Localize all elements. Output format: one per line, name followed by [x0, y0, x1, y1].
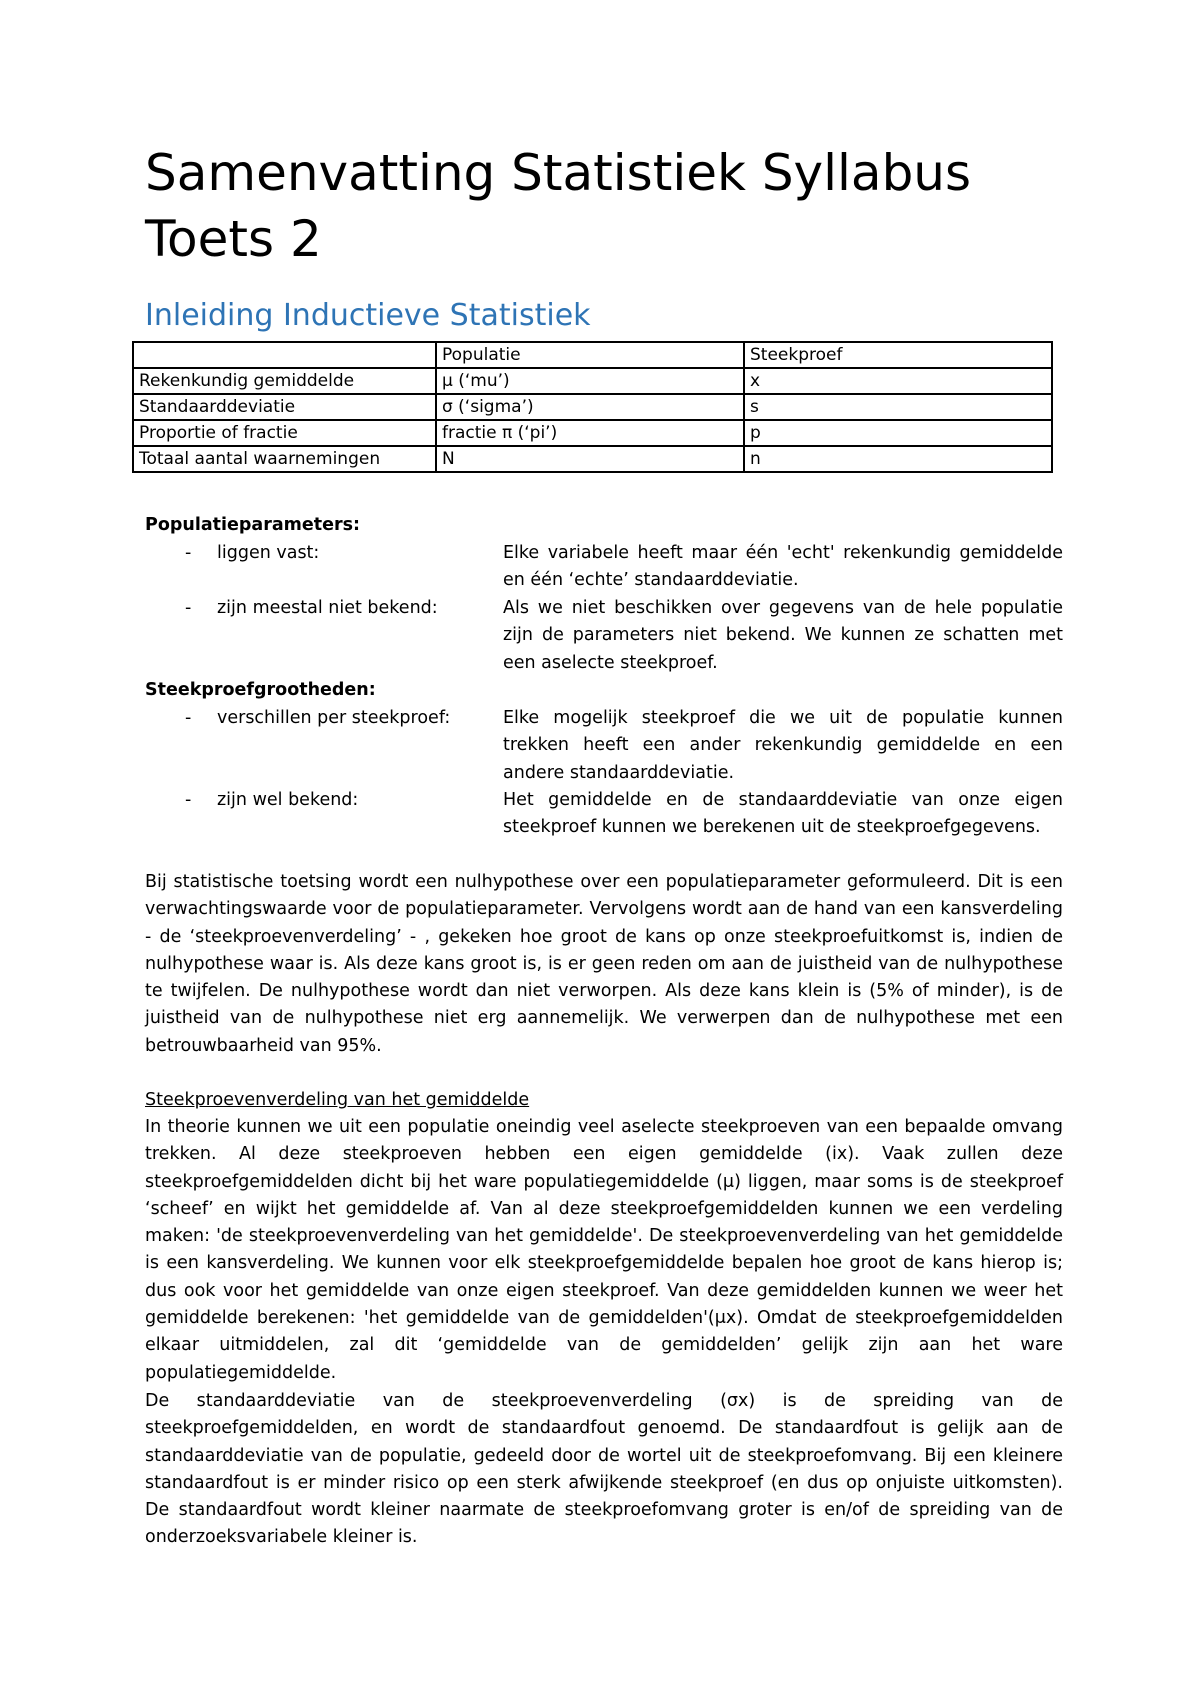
table-cell: Rekenkundig gemiddelde — [133, 368, 436, 394]
table-cell: N — [436, 446, 744, 472]
subheading-steekproevenverdeling: Steekproevenverdeling van het gemiddelde — [145, 1090, 530, 1110]
table-cell: Proportie of fractie — [133, 420, 436, 446]
list-item-term: liggen vast: — [217, 543, 320, 563]
steekproefgrootheden-label: Steekproefgrootheden: — [145, 680, 376, 700]
document-title: Samenvatting Statistiek Syllabus Toets 2 — [145, 144, 972, 268]
paragraph-standaardfout: De standaarddeviatie van de steekproevenverdeling (σx) is de spreiding van de steekproefgemiddelden, en wordt de standaardfout genoemd. De standaardfout is gelijk aan de standaarddeviatie van de populatie, gedeeld door de wortel uit de steekproefomvang. Bij een kleinere standaardfout is er minder risico op een sterk afwijkende steekproef (en dus op onjuiste uitkomsten). De standaardfout wordt kleiner naarmate de steekproefomvang groter is en/of de spreiding van de onderzoeksvariabele kleiner is. — [145, 1391, 1063, 1548]
populatieparameters-label: Populatieparameters: — [145, 515, 361, 535]
table-header-cell: Steekproef — [744, 342, 1052, 368]
table-cell: μ (‘mu’) — [436, 368, 744, 394]
table-cell: fractie π (‘pi’) — [436, 420, 744, 446]
table-header-cell — [133, 342, 436, 368]
section-heading: Inleiding Inductieve Statistiek — [145, 298, 591, 333]
list-item-description: Elke variabele heeft maar één 'echt' rekenkundig gemiddelde en één ‘echte’ standaarddeviatie. — [503, 543, 1063, 591]
table-cell: Standaarddeviatie — [133, 394, 436, 420]
table-header-cell: Populatie — [436, 342, 744, 368]
list-bullet: - — [185, 543, 192, 563]
list-bullet: - — [185, 790, 192, 810]
list-item-term: verschillen per steekproef: — [217, 708, 451, 728]
table-row — [133, 394, 1052, 420]
table-cell: s — [744, 394, 1052, 420]
list-item-description: Als we niet beschikken over gegevens van de hele populatie zijn de parameters niet bekend. We kunnen ze schatten met een aselecte steekproef. — [503, 598, 1063, 673]
list-item-term: zijn wel bekend: — [217, 790, 359, 810]
table-cell: x — [744, 368, 1052, 394]
list-item-description: Het gemiddelde en de standaarddeviatie van onze eigen steekproef kunnen we berekenen uit de steekproefgegevens. — [503, 790, 1063, 838]
list-bullet: - — [185, 708, 192, 728]
table-row — [133, 420, 1052, 446]
statistics-table — [132, 341, 1053, 473]
table-cell: Totaal aantal waarnemingen — [133, 446, 436, 472]
table-cell: σ (‘sigma’) — [436, 394, 744, 420]
table-row — [133, 446, 1052, 472]
table-cell: p — [744, 420, 1052, 446]
list-item-description: Elke mogelijk steekproef die we uit de populatie kunnen trekken heeft een ander rekenkundig gemiddelde en een andere standaarddeviatie. — [503, 708, 1063, 783]
table-row — [133, 368, 1052, 394]
table-header-row — [133, 342, 1052, 368]
paragraph-steekproevenverdeling: In theorie kunnen we uit een populatie oneindig veel aselecte steekproeven van een bepaalde omvang trekken. Al deze steekproeven hebben een eigen gemiddelde (ix). Vaak zullen deze steekproefgemiddelden dicht bij het ware populatiegemiddelde (μ) liggen, maar soms is de steekproef ‘scheef’ en wijkt het gemiddelde af. Van al deze steekproefgemiddelden kunnen we een verdeling maken: 'de steekproevenverdeling van het gemiddelde'. De steekproevenverdeling van het gemiddelde is een kansverdeling. We kunnen voor elk steekproefgemiddelde bepalen hoe groot de kans hierop is; dus ook voor het gemiddelde van onze eigen steekproef. Van deze gemiddelden kunnen we weer het gemiddelde berekenen: 'het gemiddelde van de gemiddelden'(μx). Omdat de steekproefgemiddelden elkaar uitmiddelen, zal dit ‘gemiddelde van de gemiddelden’ gelijk zijn aan het ware populatiegemiddelde. — [145, 1117, 1063, 1383]
list-item-term: zijn meestal niet bekend: — [217, 598, 438, 618]
table-cell: n — [744, 446, 1052, 472]
paragraph-nulhypothese: Bij statistische toetsing wordt een nulhypothese over een populatieparameter geformuleerd. Dit is een verwachtingswaarde voor de populatieparameter. Vervolgens wordt aan de hand van een kansverdeling - de ‘steekproevenverdeling’ - , gekeken hoe groot de kans op onze steekproefuitkomst is, indien de nulhypothese waar is. Als deze kans groot is, is er geen reden om aan de juistheid van de nulhypothese te twijfelen. De nulhypothese wordt dan niet verworpen. Als deze kans klein is (5% of minder), is de juistheid van de nulhypothese niet erg aannemelijk. We verwerpen dan de nulhypothese met een betrouwbaarheid van 95%. — [145, 872, 1063, 1056]
list-bullet: - — [185, 598, 192, 618]
